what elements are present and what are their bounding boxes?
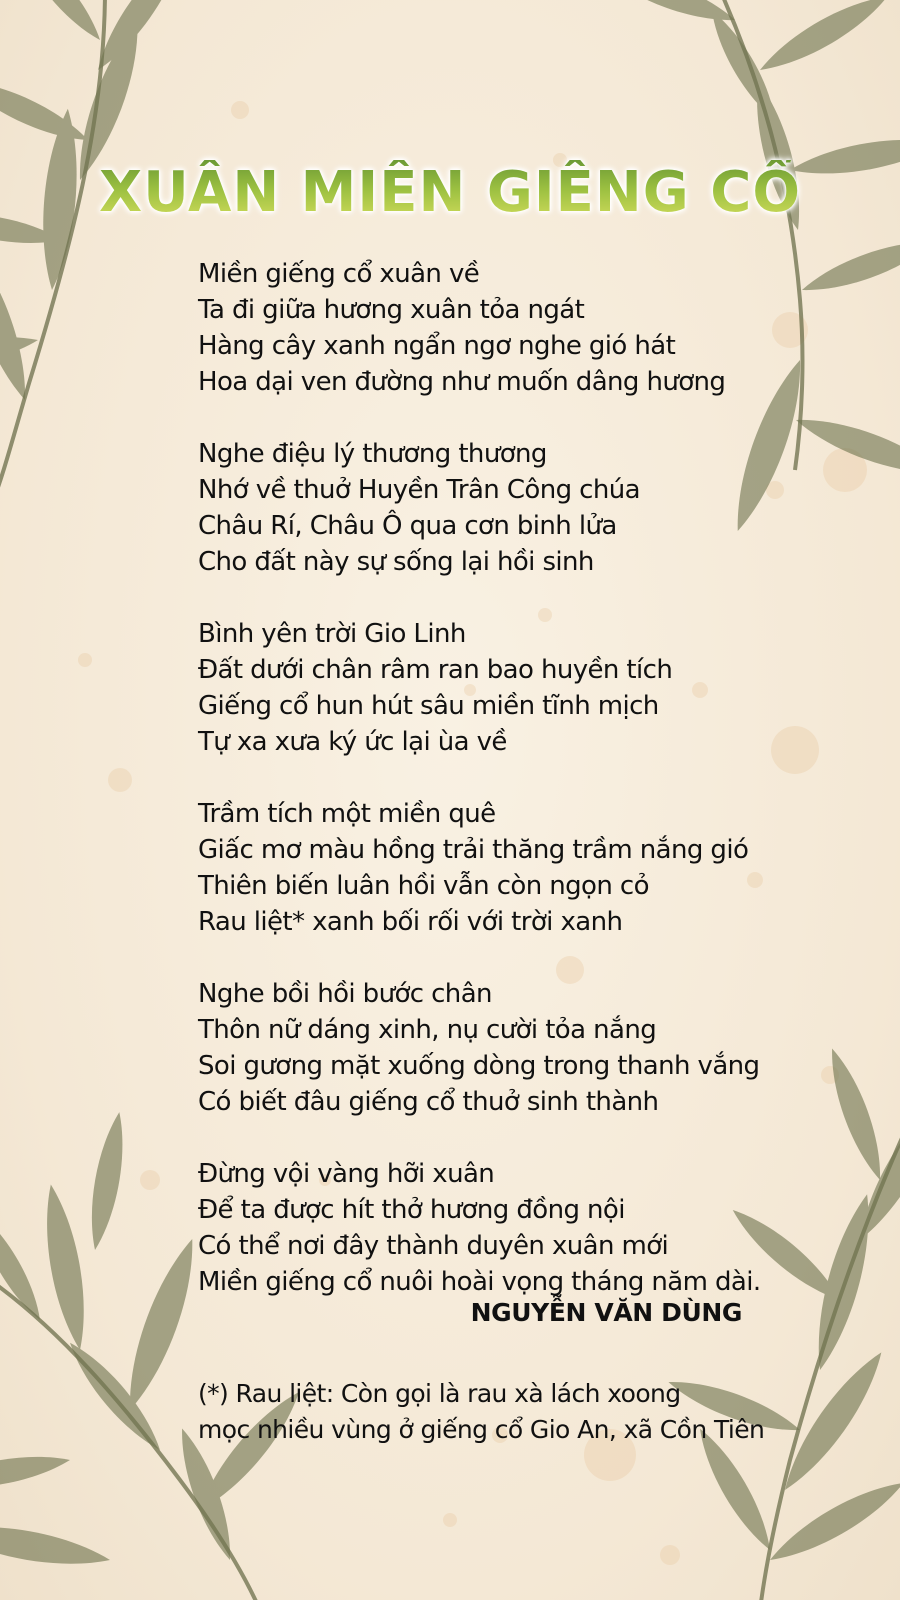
- poem-line: Giếng cổ hun hút sâu miền tĩnh mịch: [198, 691, 659, 721]
- poem-line: Đừng vội vàng hỡi xuân: [198, 1159, 495, 1189]
- poem-title: XUÂN MIỀN GIẾNG CỔ: [0, 160, 900, 225]
- poem-author: NGUYỄN VĂN DÙNG: [470, 1298, 742, 1327]
- poem-stanza: [198, 796, 838, 940]
- poem-line: Bình yên trời Gio Linh: [198, 619, 466, 649]
- poem-line: Tự xa xưa ký ức lại ùa về: [198, 727, 507, 757]
- poem-line: Cho đất này sự sống lại hồi sinh: [198, 547, 594, 577]
- poem-line: Châu Rí, Châu Ô qua cơn binh lửa: [198, 511, 617, 541]
- footnote-line: (*) Rau liệt: Còn gọi là rau xà lách xoong: [198, 1379, 681, 1408]
- footnote: [198, 1376, 888, 1448]
- poem-body: [198, 256, 838, 1336]
- poem-line: Nghe bồi hồi bước chân: [198, 979, 492, 1009]
- poem-line: Rau liệt* xanh bối rối với trời xanh: [198, 907, 623, 937]
- poem-stanza: [198, 976, 838, 1120]
- poem-line: Nhớ về thuở Huyền Trân Công chúa: [198, 475, 640, 505]
- footnote-line: mọc nhiều vùng ở giếng cổ Gio An, xã Cồn Tiên: [198, 1415, 765, 1444]
- poem-line: Giấc mơ màu hồng trải thăng trầm nắng gió: [198, 835, 749, 865]
- poem-line: Thôn nữ dáng xinh, nụ cười tỏa nắng: [198, 1015, 657, 1045]
- poem-line: Ta đi giữa hương xuân tỏa ngát: [198, 295, 585, 325]
- leaf-branch-top-left: [0, 0, 193, 510]
- poem-line: Hoa dại ven đường như muốn dâng hương: [198, 367, 726, 397]
- poem-line: Có biết đâu giếng cổ thuở sinh thành: [198, 1087, 659, 1117]
- poem-line: Miền giếng cổ nuôi hoài vọng tháng năm dài.: [198, 1267, 761, 1297]
- poem-line: Thiên biến luân hồi vẫn còn ngọn cỏ: [198, 871, 649, 901]
- poem-line: Có thể nơi đây thành duyên xuân mới: [198, 1231, 669, 1261]
- poem-line: Hàng cây xanh ngẩn ngơ nghe gió hát: [198, 331, 676, 361]
- poem-line: Đất dưới chân râm ran bao huyền tích: [198, 655, 673, 685]
- poem-stanza: [198, 616, 838, 760]
- poem-stanza: [198, 256, 838, 400]
- poem-line: Nghe điệu lý thương thương: [198, 439, 547, 469]
- poem-stanza: [198, 1156, 838, 1300]
- poem-line: Trầm tích một miền quê: [198, 799, 496, 829]
- poem-stanza: [198, 436, 838, 580]
- poem-line: Để ta được hít thở hương đồng nội: [198, 1195, 625, 1225]
- poem-line: Soi gương mặt xuống dòng trong thanh vắng: [198, 1051, 760, 1081]
- poem-line: Miền giếng cổ xuân về: [198, 259, 480, 289]
